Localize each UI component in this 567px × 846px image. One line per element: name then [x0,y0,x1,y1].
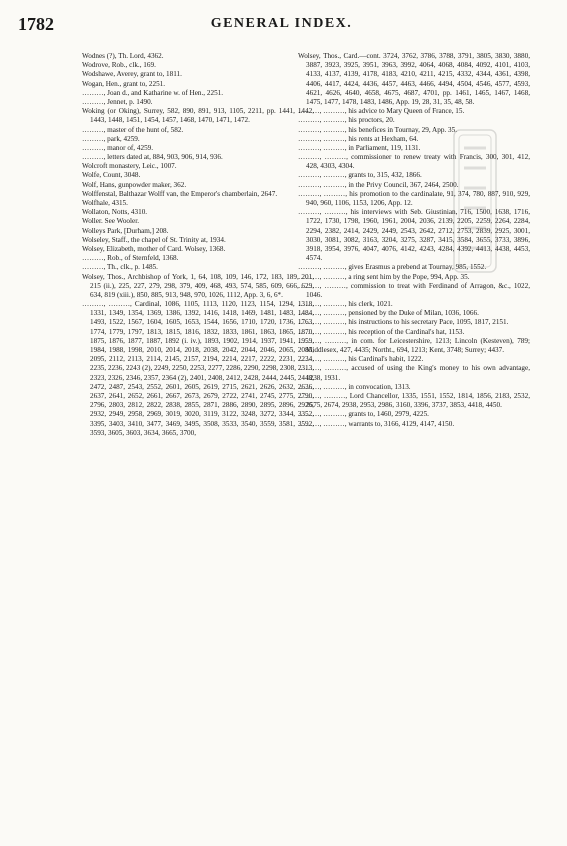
index-entry: Wolseley, Staff., the chapel of St. Trinity at, 1934. [82,235,226,244]
index-entry: ………, ………, his Cardinal's habit, 1222. [298,355,424,364]
index-entry: ………, ………, his clerk, 1021. [298,300,393,309]
index-entry: Woller. See Wooler. [82,217,139,226]
index-entry: Wodnes (?), Th. Lord, 4362. [82,52,164,60]
index-entry: Wolsey, Elizabeth, mother of Card. Wolsey, 1368. [82,244,226,253]
index-entry: Wodshawe, Averey, grant to, 1811. [82,70,182,79]
index-entry: ………, ………, warrants to, 3166, 4129, 4147, 4150. [298,419,455,428]
index-entry: Wolcroft monastery, Leic., 1007. [82,162,177,171]
index-entry: Wolfhale, 4315. [82,199,128,207]
index-entry: ………, Rob., of Sternfeld, 1368. [82,254,179,263]
running-head: GENERAL INDEX. [210,16,353,31]
index-entry: ………, ………, grants to, 315, 432, 1866. [298,171,422,180]
index-entry: ………, ………, pensioned by the Duke of Milan, 1036, 1066. [298,309,479,318]
index-entry: ………, ………, his instructions to his secretary Pace, 1095, 1817, 2151. [298,318,509,327]
index-entry: Wolsey, Thos., Card.—cont. 3724, 3762, 3786, 3788, 3791, 3805, 3830, 3880, 3887, 3923, 3925, 3951, 3963, 3992, 4064, 4068, 4084, 4092, 4101, 4103, 4133, 4137, 4139, 4178, 4183, 4210, 4211, 4215, 4332, 4344, 4361, 4398, 4406, 4417, 4424, 4436, 4457, 4463, 4466, 4494, 4504, 4546, 4577, 4593, 4621, 4626, 4640, 4658, 4675, 4687, 4701, pp. 1461, 1465, 1467, 1468, 1475, 1477, 1478, 1483, 1486, App. 19, 28, 31, 35, 48, 58. [298,52,530,106]
left-column [82,52,314,438]
index-entry: Woking (or Oking), Surrey, 582, 890, 891, 913, 1105, 2211, pp. 1441, 1442, 1443, 1448, 1451, 1454, 1457, 1468, 1470, 1471, 1472. [82,107,314,125]
index-entry: ………, ………, grants to, 1460, 2979, 4225. [298,410,429,419]
index-entry: Wolfe, Count, 3048. [82,171,141,180]
index-entry: Wollaton, Notts, 4310. [82,208,148,217]
index-entry: ………, master of the hunt of, 582. [82,125,184,134]
page-header [18,14,545,40]
library-stamp-watermark [452,128,498,274]
index-entry: ………, ………, Lord Chancellor, 1335, 1551, 1552, 1814, 1856, 2183, 2532, 2575, 2674, 2938, 2953, 2986, 3160, 3396, 3737, 3853, 4418, 4450. [298,391,530,410]
index-entry: ………, ………, in com. for Leicestershire, 1213; Lincoln (Kesteven), 789; Middlesex, 427, 4435; Northt., 694, 1213; Kent, 3748; Surrey; 4437. [298,336,530,354]
page-number: 1782 [18,14,54,34]
index-entry: ………, park, 4259. [82,134,140,143]
index-entry: ………, ………, commission to treat with Ferdinand of Arragon, &c., 1022, 1046. [298,281,530,299]
index-entry: Wolsey, Thos., Archbishop of York, 1, 64, 108, 109, 146, 172, 183, 189, 201, 215 (ii.), 225, 227, 279, 298, 379, 409, 468, 493, 574, 585, 609, 666, 629, 634, 819 (xiii.), 850, 885, 913, 948, 970, 1026, 1112, App. 3, 6, 6*. [82,272,314,299]
index-entry: ………, ………, his advice to Mary Queen of France, 15. [298,107,465,116]
index-entry: ………, ………, in Parliament, 119, 1131. [298,143,421,152]
index-entry: ………, ………, his promotion to the cardinalate, 91, 374, 780, 887, 910, 929, 940, 960, 1106, 1153, 1206, App. 12. [298,189,530,207]
index-entry: Wolleys Park, [Durham,] 208. [82,226,169,235]
index-entry: ………, manor of, 4259. [82,143,154,152]
index-entry: ………, letters dated at, 884, 903, 906, 914, 936. [82,153,223,162]
index-entry: ………, ………, his rents at Hexham, 64. [298,134,419,143]
index-entry: Wolf, Hans, gunpowder maker, 362. [82,180,187,189]
index-entry: ………, ………, his interviews with Seb. Giustinian, 716, 1500, 1638, 1716, 1722, 1730, 1798, 1960, 1961, 2004, 2036, 2139, 2205, 2259, 2264, 2284, 2294, 2382, 2414, 2429, 2449, 2543, 2642, 2712, 2753, 2839, 2925, 3001, 3030, 3081, 3082, 3163, 3204, 3275, 3287, 3415, 3584, 3655, 3733, 3896, 3918, 3954, 3976, 4047, 4076, 4142, 4243, 4284, 4392, 4413, 4438, 4453, 4574. [298,208,530,263]
index-entry: Wolffenstal, Balthazar Wolff van, the Emperor's chamberlain, 2647. [82,189,278,198]
index-entry: Wodrove, Rob., clk., 169. [82,61,156,70]
index-entry: ………, ………, accused of using the King's money to his own advantage, 1238, 1931. [298,364,530,382]
index-entry: ………, ………, gives Erasmus a prebend at Tournay, 985, 1552. [298,263,487,272]
index-entry: ………, Jennet, p. 1490. [82,97,153,106]
index-entry: ………, ………, in the Privy Council, 367, 2464, 2500. [298,180,459,189]
index-entry: ………, ………, Cardinal, 1086, 1105, 1113, 1120, 1123, 1154, 1294, 1318, 1331, 1349, 1354, 1369, 1386, 1392, 1416, 1418, 1469, 1481, 1483, 1484, 1493, 1522, 1567, 1604, 1605, 1653, 1544, 1656, 1710, 1720, 1736, 1763, 1774, 1779, 1797, 1813, 1815, 1816, 1832, 1833, 1861, 1863, 1865, 1870, 1875, 1876, 1877, 1887, 1892 (i. iv.), 1893, 1902, 1914, 1937, 1941, 1959, 1984, 1988, 1998, 2010, 2014, 2018, 2038, 2042, 2044, 2046, 2065, 2085, 2095, 2112, 2113, 2114, 2145, 2157, 2194, 2214, 2217, 2222, 2231, 2234, 2235, 2236, 2243 (2), 2249, 2250, 2253, 2277, 2286, 2290, 2298, 2308, 2313, 2323, 2326, 2346, 2357, 2364 (2), 2401, 2408, 2412, 2428, 2444, 2445, 2448, 2472, 2487, 2543, 2552, 2601, 2605, 2619, 2715, 2621, 2626, 2632, 2636, 2637, 2641, 2652, 2661, 2667, 2673, 2679, 2722, 2741, 2745, 2775, 2790, 2796, 2803, 2812, 2822, 2838, 2855, 2871, 2886, 2890, 2895, 2896, 2926, 2932, 2949, 2958, 2969, 3019, 3020, 3119, 3122, 3248, 3272, 3344, 3352, 3395, 3403, 3410, 3477, 3469, 3495, 3508, 3533, 3540, 3559, 3581, 3592, 3593, 3605, 3603, 3634, 3665, 3700, [82,300,315,437]
index-entry: ………, ………, his proctors, 20. [298,116,395,125]
index-entry: ………, Th., clk., p. 1485. [82,263,158,272]
index-entry: ………, ………, his reception of the Cardinal's hat, 1153. [298,327,465,336]
index-entry: ………, ………, commissioner to renew treaty with Francis, 300, 301, 412, 428, 4303, 4304. [298,153,530,171]
index-entry: ………, ………, in convocation, 1313. [298,382,411,391]
index-entry: ………, ………, a ring sent him by the Pope, 994, App. 35. [298,272,470,281]
index-entry: ………, Joan d., and Katharine w. of Hen., 2251. [82,88,224,97]
index-entry: ………, ………, his benefices in Tournay, 29, App. 35. [298,125,457,134]
index-entry: Wogan, Hen., grant to, 2251. [82,79,166,88]
